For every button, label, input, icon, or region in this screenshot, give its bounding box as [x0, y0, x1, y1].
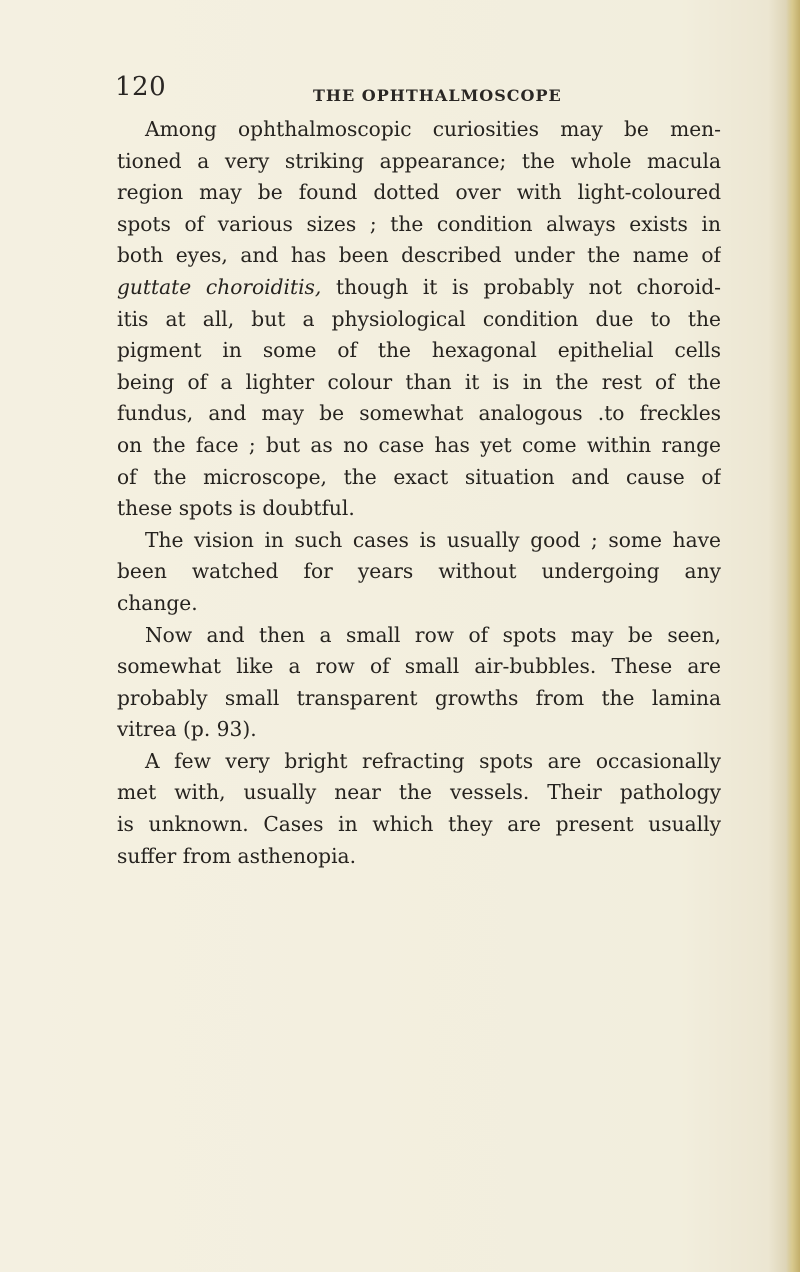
text-line-rest: though it is probably not choroid-: [336, 274, 721, 299]
page-edge: [786, 0, 800, 1272]
text-line: met with, usually near the vessels. Their pathology: [117, 780, 721, 805]
text-line-with-term: [117, 272, 721, 304]
text-line: is unknown. Cases in which they are present usually: [117, 812, 721, 837]
text-line: region may be found dotted over with light-coloured: [117, 180, 721, 205]
page-number: 120: [115, 72, 167, 102]
text-line: somewhat like a row of small air-bubbles. These are: [117, 654, 721, 679]
text-line: pigment in some of the hexagonal epithelial cells: [117, 338, 721, 363]
text-line: been watched for years without undergoing any: [117, 559, 721, 584]
text-line: of the microscope, the exact situation and cause of: [117, 464, 721, 489]
text-line: Now and then a small row of spots may be seen,: [145, 622, 721, 647]
italic-term: guttate choroiditis,: [117, 274, 322, 299]
text-line: being of a lighter colour than it is in the rest of the: [117, 369, 721, 394]
text-line: both eyes, and has been described under the name of: [117, 243, 721, 268]
body-text: [117, 114, 721, 872]
text-line: these spots is doubtful.: [117, 496, 355, 521]
text-line: The vision in such cases is usually good ; some have: [145, 527, 721, 552]
text-line: spots of various sizes ; the condition always exists in: [117, 211, 721, 236]
text-line: tioned a very striking appearance; the whole macula: [117, 148, 721, 173]
text-line: suffer from asthenopia.: [117, 843, 356, 868]
text-line: vitrea (p. 93).: [117, 717, 257, 742]
text-line: Among ophthalmoscopic curiosities may be men-: [145, 117, 721, 141]
text-line: on the face ; but as no case has yet come within range: [117, 432, 721, 457]
text-line: probably small transparent growths from the lamina: [117, 685, 721, 710]
running-title: THE OPHTHALMOSCOPE: [313, 86, 562, 105]
text-line: fundus, and may be somewhat analogous .to freckles: [117, 401, 721, 426]
text-line: A few very bright refracting spots are occasionally: [145, 748, 721, 773]
text-line: itis at all, but a physiological condition due to the: [117, 306, 721, 331]
text-line: change.: [117, 590, 198, 615]
